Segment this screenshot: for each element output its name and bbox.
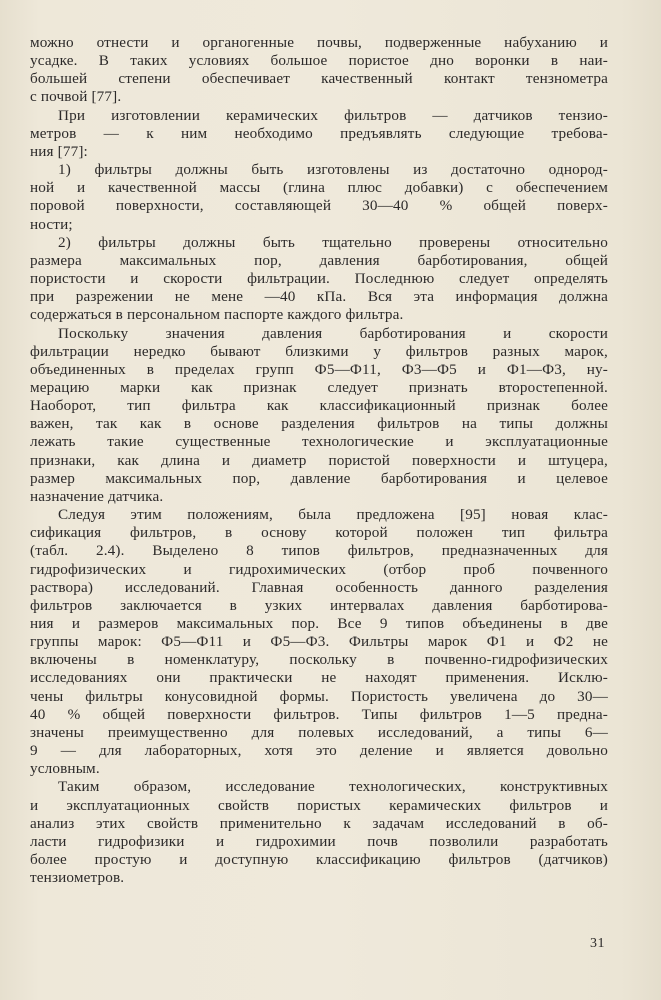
text-line: поровой поверхности, составляющей 30—40 % общей поверх- — [30, 197, 608, 215]
paragraph — [30, 506, 608, 778]
text-line: размера максимальных пор, давления барботирования, общей — [30, 251, 608, 269]
text-line: при разрежении не мене —40 кПа. Вся эта информация должна — [30, 288, 608, 306]
text-line: анализ этих свойств применительно к задачам исследований в об- — [30, 814, 608, 832]
text-line: 2) фильтры должны быть тщательно проверены относительно — [58, 233, 608, 251]
paragraph — [30, 107, 608, 161]
text-line: Поскольку значения давления барботирования и скорости — [58, 324, 608, 342]
text-line: гидрофизических и гидрохимических (отбор проб почвенного — [30, 560, 608, 578]
text-line: исследованиях они практически не находят применения. Исклю- — [30, 669, 608, 687]
text-line: ния [77]: — [30, 142, 88, 160]
text-line: 40 % общей поверхности фильтров. Типы фильтров 1—5 предна- — [30, 705, 608, 723]
text-line: размер максимальных пор, давление барботирования и целевое — [30, 469, 608, 487]
text-line: фильтрации нередко бывают близкими у фильтров разных марок, — [30, 342, 608, 360]
text-line: лежать такие существенные технологические и эксплуатационные — [30, 433, 608, 451]
text-line: усадке. В таких условиях большое пористое дно воронки в наи- — [30, 52, 608, 70]
text-line: ласти гидрофизики и гидрохимии почв позволили разработать — [30, 832, 608, 850]
text-line: ной и качественной массы (глина плюс добавки) с обеспечением — [30, 179, 608, 197]
text-line: объединенных в пределах групп Ф5—Ф11, Ф3—Ф5 и Ф1—Ф3, ну- — [30, 360, 608, 378]
text-line: (табл. 2.4). Выделено 8 типов фильтров, предназначенных для — [30, 542, 608, 560]
page-number: 31 — [590, 936, 605, 951]
text-line: и эксплуатационных свойств пористых керамических фильтров и — [30, 796, 608, 814]
text-line: фильтров заключается в узких интервалах давления барботирова- — [30, 596, 608, 614]
paragraph — [30, 778, 608, 887]
text-line: ности; — [30, 215, 73, 233]
text-line: признаки, как длина и диаметр пористой поверхности и штуцера, — [30, 451, 608, 469]
text-line: 9 — для лабораторных, хотя это деление и является довольно — [30, 742, 608, 760]
text-line: с почвой [77]. — [30, 88, 122, 106]
paragraph — [30, 34, 608, 107]
text-line: важен, так как в основе разделения фильтров на типы должны — [30, 415, 608, 433]
text-line: Следуя этим положениям, была предложена [95] новая клас- — [58, 506, 608, 524]
text-line: включены в номенклатуру, поскольку в почвенно-гидрофизических — [30, 651, 608, 669]
text-line: Наоборот, тип фильтра как классификационный признак более — [30, 397, 608, 415]
text-line: более простую и доступную классификацию фильтров (датчиков) — [30, 851, 608, 869]
text-line: большей степени обеспечивает качественный контакт тензнометра — [30, 70, 608, 88]
text-line: группы марок: Ф5—Ф11 и Ф5—Ф3. Фильтры марок Ф1 и Ф2 не — [30, 633, 608, 651]
text-line: ния и размеров максимальных пор. Все 9 типов объединены в две — [30, 615, 608, 632]
text-line: можно отнести и органогенные почвы, подверженные набуханию и — [30, 34, 608, 51]
text-line: 1) фильтры должны быть изготовлены из достаточно однород- — [58, 161, 608, 179]
text-line: метров — к ним необходимо предъявлять следующие требова- — [30, 124, 608, 142]
paragraph — [30, 161, 608, 234]
text-line: мерацию марки как признак следует признать второстепенной. — [30, 378, 608, 396]
text-line: чены фильтры конусовидной формы. Пористость увеличена до 30— — [30, 687, 608, 705]
text-line: Таким образом, исследование технологических, конструктивных — [58, 778, 608, 796]
text-line: тензиометров. — [30, 869, 125, 887]
paragraph — [30, 234, 608, 325]
text-line: назначение датчика. — [30, 487, 164, 505]
text-line: значены преимущественно для полевых исследований, а типы 6— — [30, 723, 608, 741]
body-text — [30, 34, 608, 887]
text-line: содержаться в персональном паспорте каждого фильтра. — [30, 306, 404, 324]
text-line: условным. — [30, 760, 100, 778]
paragraph — [30, 325, 608, 507]
text-line: При изготовлении керамических фильтров — датчиков тензио- — [58, 106, 608, 124]
text-line: раствора) исследований. Главная особенность данного разделения — [30, 578, 608, 596]
text-line: сификация фильтров, в основу которой положен тип фильтра — [30, 524, 608, 542]
text-line: пористости и скорости фильтрации. Последнюю следует определять — [30, 270, 608, 288]
